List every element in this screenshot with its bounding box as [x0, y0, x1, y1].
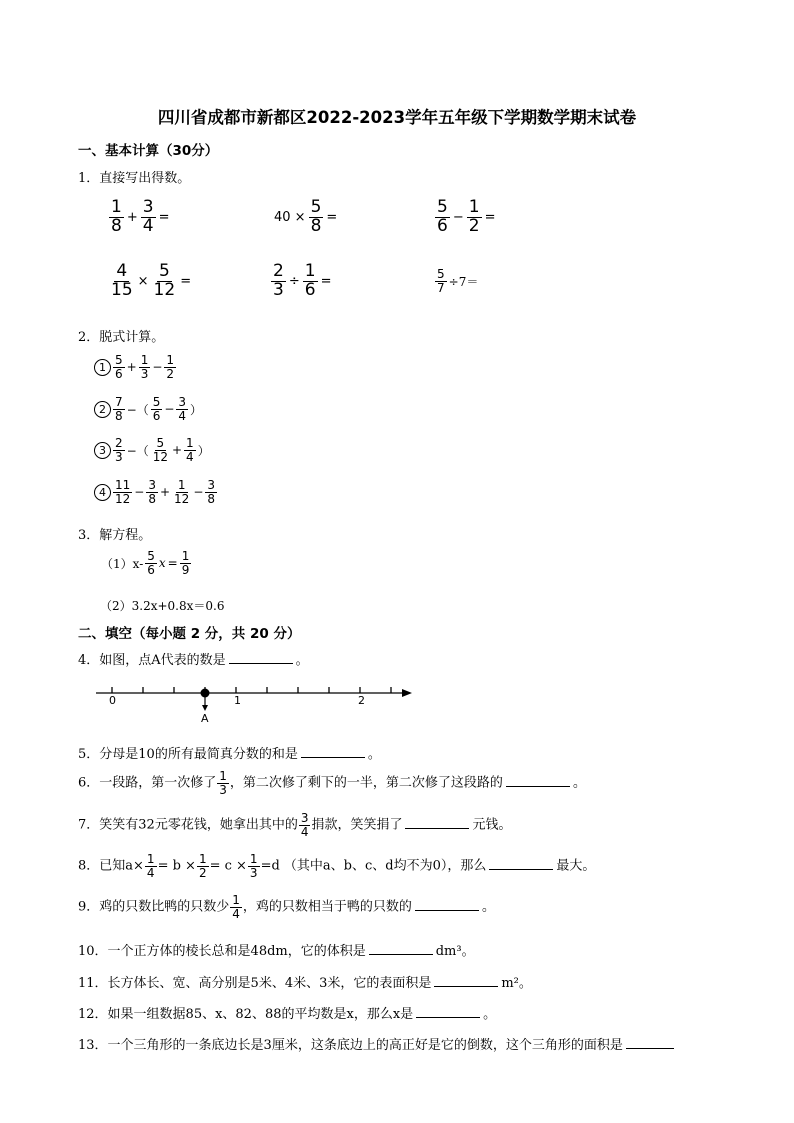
q1-item-4: $\frac{4}{15}$ × $\frac{5}{12}$ =: [111, 261, 192, 300]
q1-item-5: $\frac{2}{3}$ ÷ $\frac{1}{6}$ =: [273, 261, 332, 300]
q13: 13．一个三角形的一条底边长是3厘米，这条底边上的高正好是它的倒数，这个三角形的面积是: [78, 1034, 677, 1053]
q9-answer-blank[interactable]: [415, 898, 479, 911]
q6: 6．一段路，第一次修了 $\frac{1}{3}$ ，第二次修了剩下的一半，第二次修了这段路的 。: [78, 769, 586, 797]
q10-answer-blank[interactable]: [369, 942, 433, 955]
q1-item-6: $\frac{5}{7}$ ÷7＝: [437, 267, 479, 295]
point-a-label: A: [201, 712, 209, 725]
q8: 8．已知a× $\frac{1}{4}$ = b × $\frac{1}{2}$ = c × $\frac{1}{3}$ =d （其中a、b、c、d均不为0），那么 最大。: [78, 852, 596, 880]
q9: 9．鸡的只数比鸭的只数少 $\frac{1}{4}$ ，鸡的只数相当于鸭的只数的 。: [78, 893, 495, 921]
point-a-dot: [201, 689, 210, 698]
q3-equation-2: （2）3.2x+0.8x＝0.6: [100, 599, 225, 613]
q2-label: 2．脱式计算。: [78, 330, 165, 345]
q1-label: 1．直接写出得数。: [78, 171, 191, 186]
q5-answer-blank[interactable]: [301, 745, 365, 758]
q5: 5．分母是10的所有最简真分数的和是 。: [78, 747, 381, 762]
q13-answer-blank[interactable]: [626, 1036, 674, 1049]
page-title: 四川省成都市新都区2022-2023学年五年级下学期数学期末试卷: [157, 108, 637, 127]
q2-expr-2: 2 $\frac{7}{8}$ −（ $\frac{5}{6}$ − $\frac{3}{4}$ ）: [94, 396, 203, 422]
q4: 4．如图，点A代表的数是 。: [78, 653, 309, 668]
numberline-label-2: 2: [358, 694, 365, 707]
q10: 10．一个正方体的棱长总和是48dm，它的体积是 dm³。: [78, 944, 475, 959]
q7: 7．笑笑有32元零花钱，她拿出其中的 $\frac{3}{4}$ 捐款，笑笑捐了 元钱。: [78, 811, 512, 839]
q2-expr-4: 4 $\frac{11}{12}$ − $\frac{3}{8}$ + $\frac{1}{12}$ − $\frac{3}{8}$: [94, 479, 218, 505]
q6-answer-blank[interactable]: [506, 774, 570, 787]
q3-label: 3．解方程。: [78, 528, 152, 543]
q11-answer-blank[interactable]: [434, 974, 498, 987]
section2-heading: 二、填空（每小题 2 分，共 20 分）: [78, 626, 301, 642]
q3-equation-1: （1）x- $\frac{5}{6}$ x = $\frac{1}{9}$: [101, 549, 190, 577]
q1-item-1: $\frac{1}{8}$ + $\frac{3}{4}$ =: [111, 197, 170, 236]
q1-item-3: $\frac{5}{6}$ − $\frac{1}{2}$ =: [437, 197, 496, 236]
q11: 11．长方体长、宽、高分别是5米、4米、3米，它的表面积是 m²。: [78, 976, 532, 991]
q7-answer-blank[interactable]: [405, 816, 469, 829]
section1-heading: 一、基本计算（30分）: [78, 143, 219, 159]
q1-item-2: 40 × $\frac{5}{8}$ =: [274, 197, 338, 236]
q8-answer-blank[interactable]: [489, 857, 553, 870]
q2-expr-1: 1 $\frac{5}{6}$ + $\frac{1}{3}$ − $\frac{1}{2}$: [94, 354, 177, 380]
q12: 12．如果一组数据85、x、82、88的平均数是x，那么x是 。: [78, 1007, 497, 1022]
q12-answer-blank[interactable]: [416, 1005, 480, 1018]
q2-expr-3: 3 $\frac{2}{3}$ −（ $\frac{5}{12}$ + $\frac{1}{4}$ ）: [94, 437, 211, 463]
q4-answer-blank[interactable]: [229, 651, 293, 664]
number-line: [94, 678, 416, 726]
numberline-label-1: 1: [234, 694, 241, 707]
numberline-label-0: 0: [109, 694, 116, 707]
